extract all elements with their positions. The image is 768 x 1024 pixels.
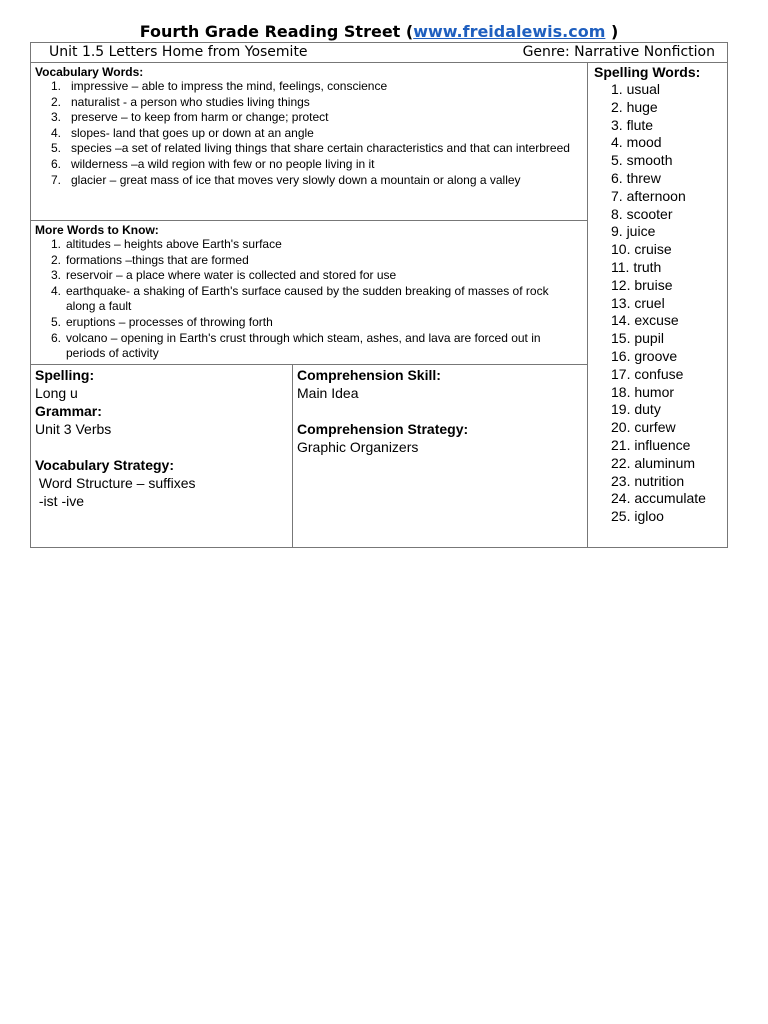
vocab-strategy-line2: -ist -ive: [35, 493, 84, 509]
spelling-value: Long u: [35, 385, 78, 401]
more-words-heading: More Words to Know:: [35, 223, 159, 237]
vocab-strategy-label: Vocabulary Strategy:: [35, 457, 175, 473]
list-item: 4. slopes- land that goes up or down at an angle: [51, 125, 314, 140]
spelling-word-item: 15. pupil: [611, 330, 664, 347]
more-words-list: [31, 237, 579, 362]
spelling-word-item: 14. excuse: [611, 312, 679, 329]
list-item: 2. formations –things that are formed: [51, 252, 249, 267]
spelling-word-item: 19. duty: [611, 401, 661, 418]
spelling-word-item: 4. mood: [611, 134, 662, 151]
unit-title: Unit 1.5 Letters Home from Yosemite: [49, 44, 308, 60]
page-title: [0, 21, 758, 43]
unit-header-row: [30, 42, 728, 63]
spelling-word-item: 13. cruel: [611, 294, 665, 311]
spelling-word-item: 25. igloo: [611, 508, 664, 525]
list-item: 7. glacier – great mass of ice that moves very slowly down a mountain or along a valley: [51, 172, 521, 187]
spelling-words-heading: Spelling Words:: [594, 64, 701, 80]
spelling-word-item: 3. flute: [611, 116, 654, 133]
vocab-heading: Vocabulary Words:: [35, 65, 144, 79]
comp-strategy-label: Comprehension Strategy:: [297, 421, 469, 437]
comp-skill-value: Main Idea: [297, 385, 359, 401]
spelling-word-item: 2. huge: [611, 98, 658, 115]
list-item: 6. wilderness –a wild region with few or no people living in it: [51, 156, 375, 171]
list-item: 1. altitudes – heights above Earth's surface: [51, 237, 282, 251]
spelling-word-item: 7. afternoon: [611, 187, 686, 204]
spelling-word-item: 10. cruise: [611, 241, 672, 258]
grammar-value: Unit 3 Verbs: [35, 421, 112, 437]
spelling-word-item: 16. groove: [611, 347, 678, 364]
spelling-word-item: 24. accumulate: [611, 490, 706, 507]
list-item: 6. volcano – opening in Earth's crust through which steam, ashes, and lava are forced out in periods of activity: [51, 330, 541, 361]
list-item: 1. impressive – able to impress the mind, feelings, conscience: [51, 79, 388, 93]
column-divider: [587, 62, 588, 548]
spelling-word-item: 12. bruise: [611, 276, 673, 293]
comp-strategy-value: Graphic Organizers: [297, 439, 419, 455]
spelling-word-item: 20. curfew: [611, 419, 676, 436]
genre-label: Genre: Narrative Nonfiction: [522, 44, 715, 60]
list-item: 2. naturalist - a person who studies living things: [51, 94, 310, 109]
website-link[interactable]: www.freidalewis.com: [413, 22, 606, 41]
spelling-word-item: 5. smooth: [611, 152, 673, 169]
row-divider-1: [31, 220, 587, 221]
spelling-words-list: [611, 81, 706, 526]
spelling-word-item: 22. aluminum: [611, 454, 696, 471]
lesson-table: [30, 62, 728, 548]
list-item: 5. species –a set of related living things that share certain characteristics and that can interbreed: [51, 141, 570, 156]
spelling-label: Spelling:: [35, 367, 95, 383]
spelling-word-item: 21. influence: [611, 436, 691, 453]
comp-skill-label: Comprehension Skill:: [297, 367, 441, 383]
spelling-word-item: 18. humor: [611, 383, 675, 400]
spelling-word-item: 9. juice: [611, 223, 656, 240]
title-text: Fourth Grade Reading Street (: [139, 22, 414, 41]
spelling-word-item: 6. threw: [611, 169, 661, 186]
vocab-list: [31, 79, 579, 188]
vocab-strategy-line1: Word Structure – suffixes: [35, 475, 196, 491]
title-suffix: ): [605, 22, 619, 41]
spelling-word-item: 1. usual: [611, 81, 661, 97]
spelling-word-item: 17. confuse: [611, 365, 684, 382]
list-item: 3. reservoir – a place where water is collected and stored for use: [51, 268, 397, 283]
row-divider-2: [31, 364, 587, 365]
list-item: 4. earthquake- a shaking of Earth's surface caused by the sudden breaking of masses of rock along a fault: [51, 283, 549, 314]
spelling-word-item: 11. truth: [611, 258, 662, 275]
list-item: 5. eruptions – processes of throwing forth: [51, 314, 273, 329]
spelling-word-item: 23. nutrition: [611, 472, 685, 489]
spelling-word-item: 8. scooter: [611, 205, 673, 222]
list-item: 3. preserve – to keep from harm or change; protect: [51, 110, 329, 125]
grammar-label: Grammar:: [35, 403, 102, 419]
skills-divider: [292, 364, 293, 548]
